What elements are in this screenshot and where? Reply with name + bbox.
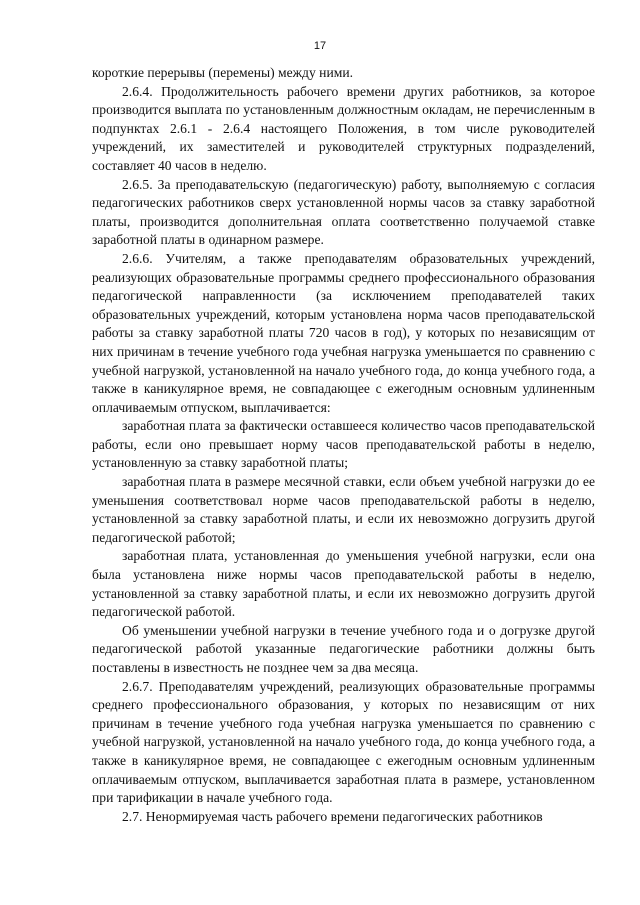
paragraph-2-7-heading: 2.7. Ненормируемая часть рабочего времени педагогических работников: [122, 808, 543, 824]
paragraph-continuation: короткие перерывы (перемены) между ними.: [92, 65, 353, 80]
page-number: 17: [313, 40, 327, 52]
paragraph-2-6-6: 2.6.6. Учителям, а также преподавателям образовательных учреждений, реализующих образовательные программы среднего профессионального образования педагогической направленности (за исключением преподавателей таких образовательных учреждений, которым установлена норма часов преподавательской работы за ставку заработной платы 720 часов в год), у которых по независящим от них причинам в течение учебного года учебная нагрузка уменьшается по сравнению с учебной нагрузкой, установленной на начало учебного года, до конца учебного года, а также в каникулярное время, не совпадающее с ежегодным основным удлиненным оплачиваемым отпуском, выплачивается:: [92, 250, 595, 415]
paragraph-2-6-4: 2.6.4. Продолжительность рабочего времени других работников, за которое производится выплата по установленным должностным окладам, не перечисленным в подпунктах 2.6.1 - 2.6.4 настоящего Положения, в том числе руководителей учреждений, их заместителей и руководителей структурных подразделений, составляет 40 часов в неделю.: [92, 83, 595, 173]
paragraph-2-6-6-item-2: заработная плата в размере месячной ставки, если объем учебной нагрузки до ее уменьшения соответствовал норме часов преподавательской работы в неделю, установленной за ставку заработной платы, и если их невозможно догрузить другой педагогической работой;: [92, 474, 595, 545]
paragraph-2-6-5: 2.6.5. За преподавательскую (педагогическую) работу, выполняемую с согласия педагогических работников сверх установленной нормы часов за ставку заработной платы, производится дополнительная оплата соответственно получаемой ставке заработной платы в одинарном размере.: [92, 176, 595, 248]
body-text: [92, 64, 595, 826]
paragraph-2-6-6-item-3: заработная плата, установленная до уменьшения учебной нагрузки, если она была установлена ниже нормы часов преподавательской работы в неделю, установленной за ставку заработной платы, и если их невозможно догрузить другой педагогической работой.: [92, 548, 595, 620]
paragraph-notice: Об уменьшении учебной нагрузки в течение учебного года и о догрузке другой педагогической работой указанные педагогические работники должны быть поставлены в известность не позднее чем за два месяца.: [92, 622, 595, 675]
paragraph-2-6-7: 2.6.7. Преподавателям учреждений, реализующих образовательные программы среднего профессионального образования, у которых по независящим от них причинам в течение учебного года учебная нагрузка уменьшается по сравнению с учебной нагрузкой, установленной на начало учебного года, до конца учебного года, а также в каникулярное время, не совпадающее с ежегодным основным удлиненным оплачиваемым отпуском, выплачивается заработная плата в размере, установленном при тарификации в начале учебного года.: [92, 678, 595, 806]
paragraph-2-6-6-item-1: заработная плата за фактически оставшееся количество часов преподавательской работы, если оно превышает норму часов преподавательской работы в неделю, установленную за ставку заработной платы;: [92, 418, 595, 471]
